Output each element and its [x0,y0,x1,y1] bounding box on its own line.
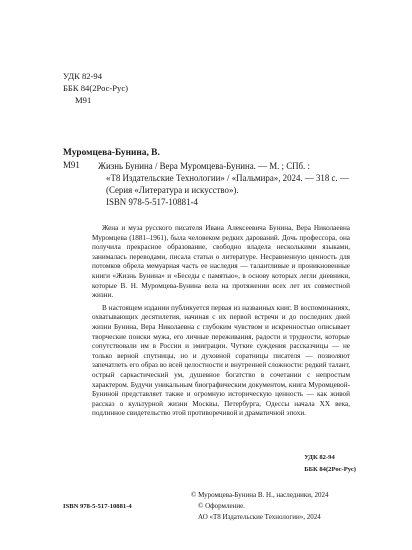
record-line: «Т8 Издательские Технологии» / «Пальмира», 2024. — 318 с. — [106,173,349,183]
copyright-line: АО «Т8 Издательские Технологии», 2024 [198,513,321,521]
annotation-paragraph: В настоящем издании публикуется первая из названных книг. В воспоминаниях, охватывающих десятилетия, начиная с их первой встречи и до последних дней жизни Бунина, Вера Николаевна с глубоким чувством и искренностью описывает творческие поиски мужа, его личные переживания, радости и трудности, которые сопутствовали им в России и эмиграции. Чуткие суждения рассказчицы — не только верной спутницы, но и духовной соратницы писателя — позволяют запечатлеть его образ во всей целостности и внутренней сложности: редкий талант, острый саркастический ум, душевное богатство в сочетании с непростым характером. Будучи уникальным биографическим документом, книга Муромцевой-Буниной представляет также и огромную историческую ценность — как живой рассказ о культурной жизни Москвы, Петербурга, Одессы начала XX века, подлинное свидетельство этой противоречивой и драматичной эпохи. [92,303,350,418]
copyright-block [191,490,329,523]
bottom-catalog-codes [304,452,356,476]
author-sign: М91 [75,95,92,105]
bbk-code: ББК 84(2Рос-Рус) [63,83,129,93]
record-author-sign: М91 [63,160,80,170]
record-line: (Серия «Литература и искусство»). [106,185,239,195]
record-isbn: ISBN 978-5-517-10881-4 [106,197,198,207]
annotation [92,224,350,419]
catalog-codes [63,70,128,106]
author-heading: Муромцева-Бунина, В. [63,148,160,158]
bottom-udk-code: УДК 82-94 [304,454,335,461]
udk-code: УДК 82-94 [63,71,103,81]
isbn-footer: ISBN 978-5-517-10881-4 [63,503,132,510]
record-line: Жизнь Бунина / Вера Муромцева-Бунина. — М. ; СПб. : [98,161,310,171]
copyright-line: © Оформление. [198,502,245,510]
bottom-bbk-code: ББК 84(2Рос-Рус) [304,466,356,473]
copyright-line: © Муромцева-Бунина В. Н., наследники, 2024 [191,491,329,499]
annotation-paragraph: Жена и муза русского писателя Ивана Алексеевича Бунина, Вера Николаевна Муромцева (1881–1961), была человеком редких дарований. Дочь профессора, она получила прекрасное образование, свободно владела несколькими языками, занималась переводами, писала статьи о литературе. Несравненную ценность для потомков обрела мемуарная часть ее наследия — талантливые и проникновенные книги «Жизнь Бунина» и «Беседы с памятью», в основу которых легли дневники, которые В. Н. Муромцева-Бунина вела на протяжении всех лет их совместной жизни. [92,224,350,300]
bibliographic-record [98,160,356,208]
